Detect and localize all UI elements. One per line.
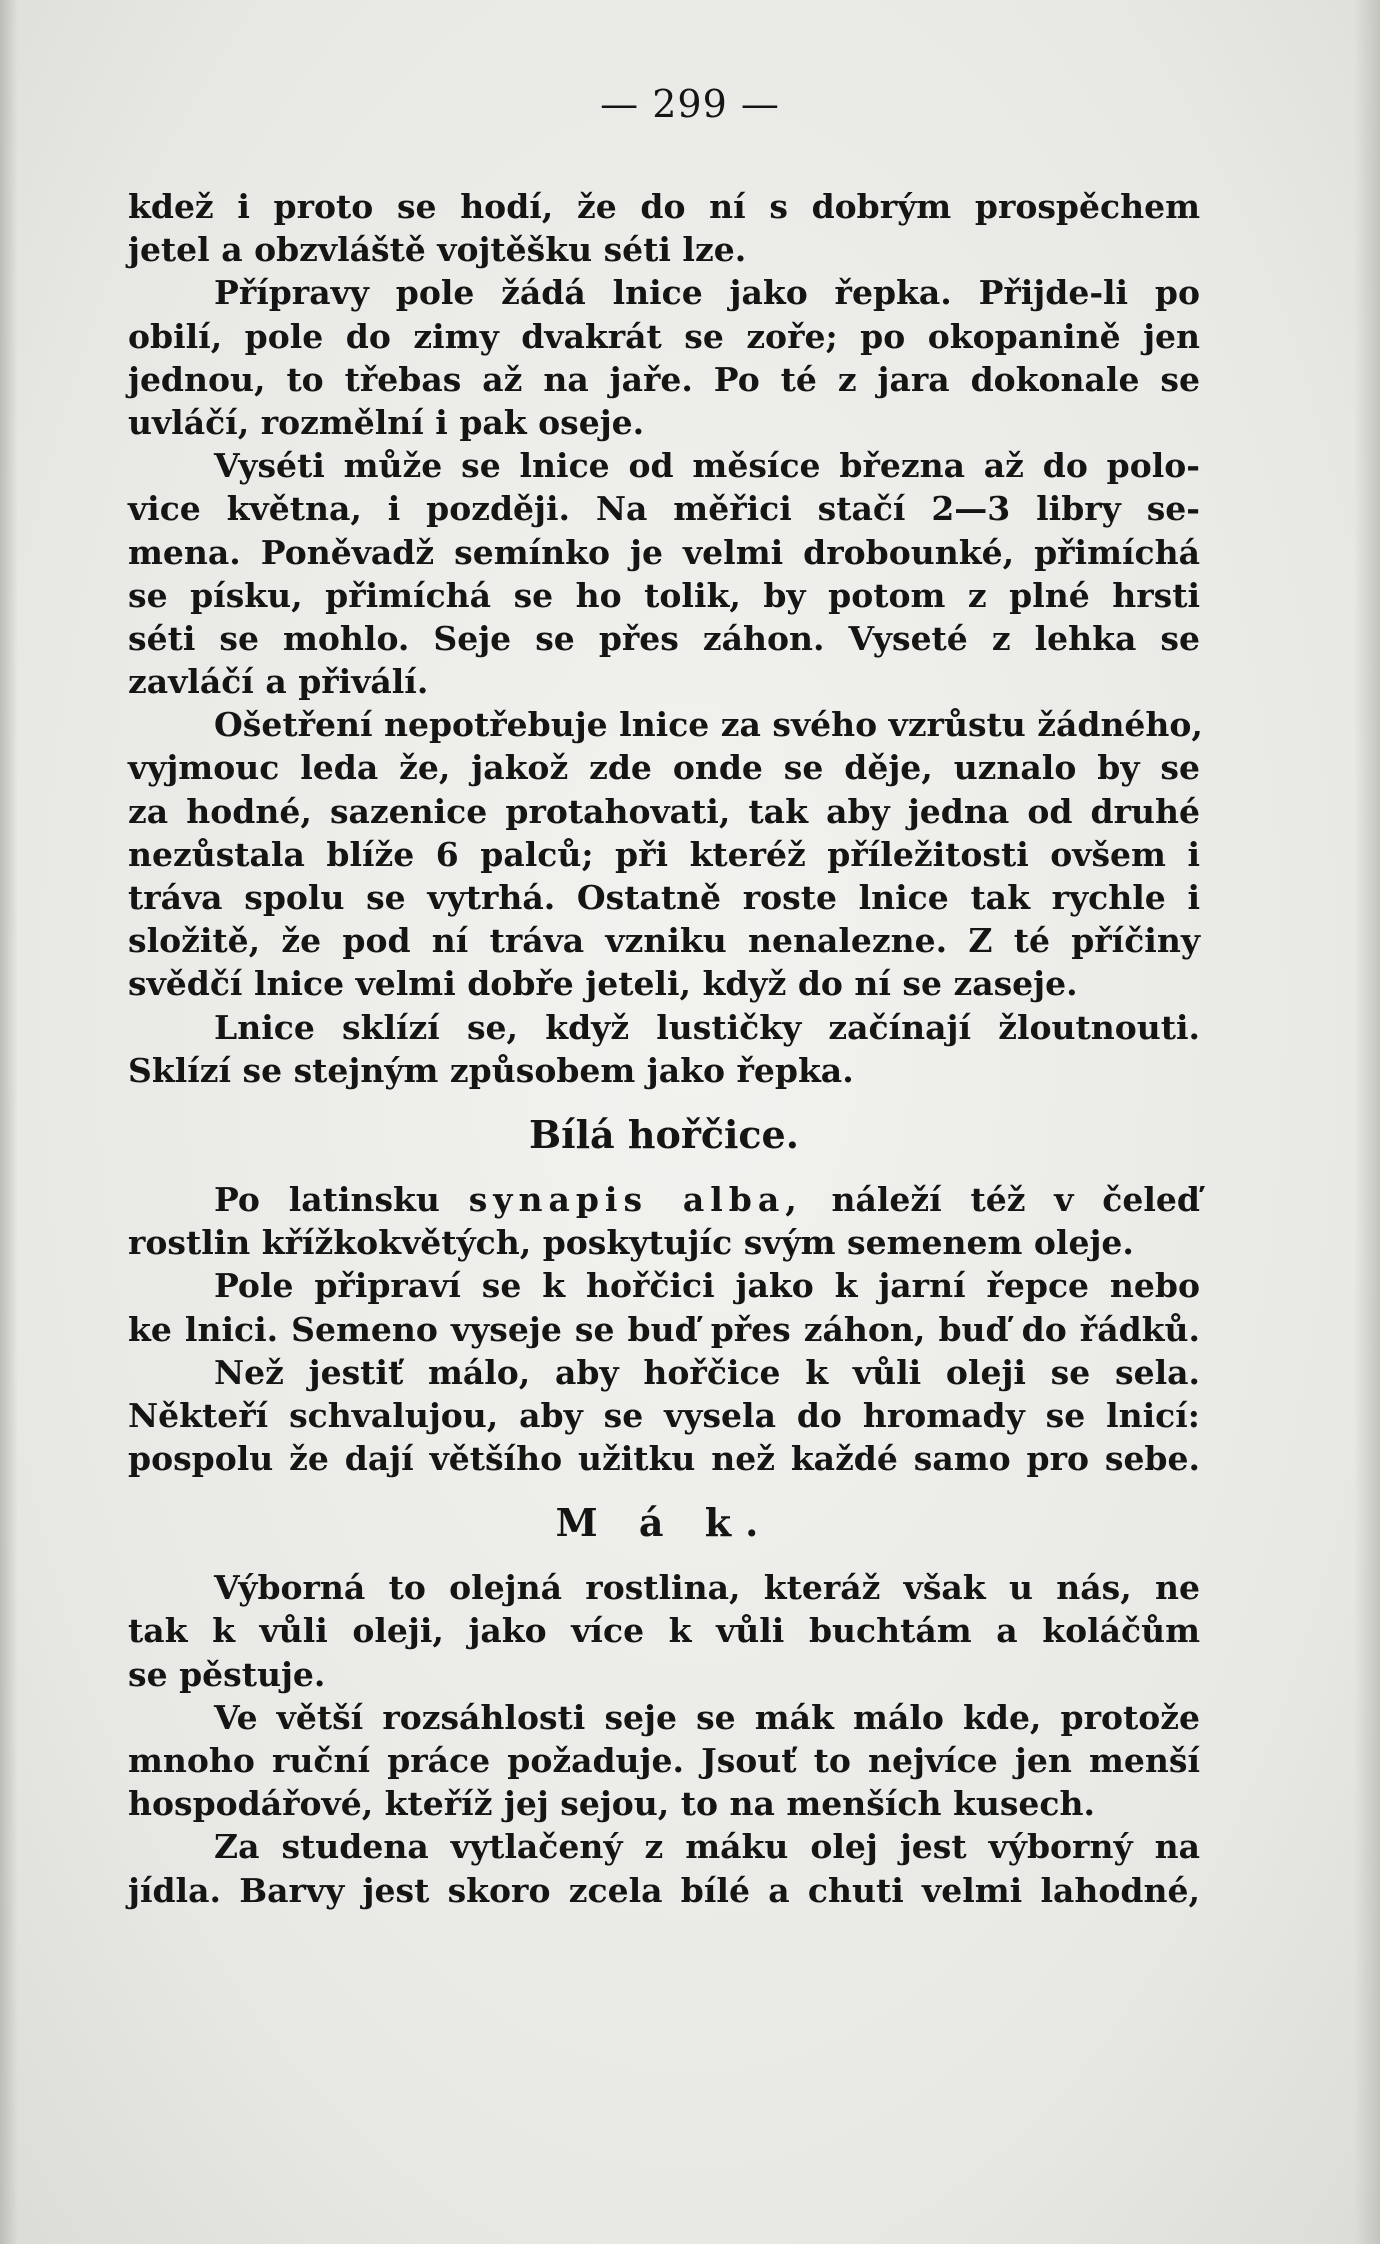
text-line: jídla. Barvy jest skoro zcela bílé a chuti velmi lahodné, — [128, 1870, 1200, 1910]
text-line: Pole připraví se k hořčici jako k jarní řepce nebo — [214, 1266, 1200, 1306]
text-line: Lnice sklízí se, když lustičky začínají žloutnouti. — [214, 1007, 1200, 1047]
text-line: svědčí lnice velmi dobře jeteli, když do ní se zaseje. — [128, 964, 1078, 1004]
text-fragment: náleží též v čeleď — [831, 1179, 1200, 1219]
text-line: obilí, pole do zimy dvakrát se zoře; po okopanině jen — [128, 316, 1200, 356]
text-line: Ve větší rozsáhlosti seje se mák málo kde, protože — [214, 1697, 1200, 1737]
text-line: Vyséti může se lnice od měsíce března až do polo- — [214, 446, 1200, 486]
text-line: séti se mohlo. Seje se přes záhon. Vyseté z lehka se — [128, 618, 1200, 658]
text-line: složitě, že pod ní tráva vzniku nenalezne. Z té příčiny — [128, 921, 1200, 961]
text-line: se písku, přimíchá se ho tolik, by potom z plné hrsti — [128, 575, 1200, 615]
latin-name: synapis alba, — [468, 1179, 803, 1219]
text-line: uvláčí, rozmělní i pak oseje. — [128, 402, 645, 442]
page-edge-left — [0, 0, 18, 2244]
text-line: pospolu že dají většího užitku než každé samo pro sebe. — [128, 1439, 1200, 1479]
text-line: tráva spolu se vytrhá. Ostatně roste lnice tak rychle i — [128, 878, 1200, 917]
text-line: Ošetření nepotřebuje lnice za svého vzrůstu žádného, — [214, 705, 1203, 745]
page-number: — 299 — — [600, 82, 780, 126]
text-line: kdež i proto se hodí, že do ní s dobrým prospěchem — [128, 187, 1200, 226]
text-line: tak k vůli oleji, jako více k vůli buchtám a koláčům — [128, 1611, 1200, 1651]
text-line — [128, 1178, 1200, 1221]
text-line: hospodářové, kteříž jej sejou, to na menších kusech. — [128, 1784, 1095, 1824]
text-line: mena. Poněvadž semínko je velmi drobounké, přimíchá — [128, 532, 1200, 572]
text-line: Za studena vytlačený z máku olej jest výborný na — [214, 1827, 1200, 1867]
text-line: mnoho ruční práce požaduje. Jsouť to nejvíce jen menší — [128, 1741, 1200, 1780]
page-edge-right — [1354, 0, 1380, 2244]
text-line: Sklízí se stejným způsobem jako řepka. — [128, 1050, 854, 1090]
text-line: Než jestiť málo, aby hořčice k vůli oleji se sela. — [214, 1352, 1200, 1392]
section-heading-bila-horcice: Bílá hořčice. — [529, 1111, 799, 1157]
text-line: nezůstala blíže 6 palců; při kteréž příležitosti ovšem i — [128, 834, 1200, 874]
text-line: se pěstuje. — [128, 1654, 326, 1694]
body-text — [128, 185, 1203, 1912]
text-line: za hodné, sazenice protahovati, tak aby jedna od druhé — [128, 791, 1200, 831]
text-line: Někteří schvalujou, aby se vysela do hromady se lnicí: — [128, 1395, 1200, 1435]
text-line: zavláčí a přiválí. — [128, 662, 429, 702]
text-fragment: Po latinsku — [214, 1179, 440, 1219]
text-line: vyjmouc leda že, jakož zde onde se děje, uznalo by se — [128, 748, 1200, 788]
text-line: vice května, i později. Na měřici stačí 2—3 libry se- — [128, 489, 1200, 529]
text-line: Přípravy pole žádá lnice jako řepka. Přijde-li po — [214, 273, 1200, 313]
text-line: jetel a obzvláště vojtěšku séti lze. — [128, 230, 747, 270]
text-line: jednou, to třebas až na jaře. Po té z jara dokonale se — [128, 359, 1200, 399]
text-line: Výborná to olejná rostlina, kteráž však u nás, ne — [214, 1568, 1200, 1608]
section-heading-mak: M á k. — [555, 1500, 773, 1546]
text-line: rostlin křížkokvětých, poskytujíc svým semenem oleje. — [128, 1223, 1134, 1263]
text-line: ke lnici. Semeno vyseje se buď přes záhon, buď do řádků. — [128, 1309, 1200, 1349]
